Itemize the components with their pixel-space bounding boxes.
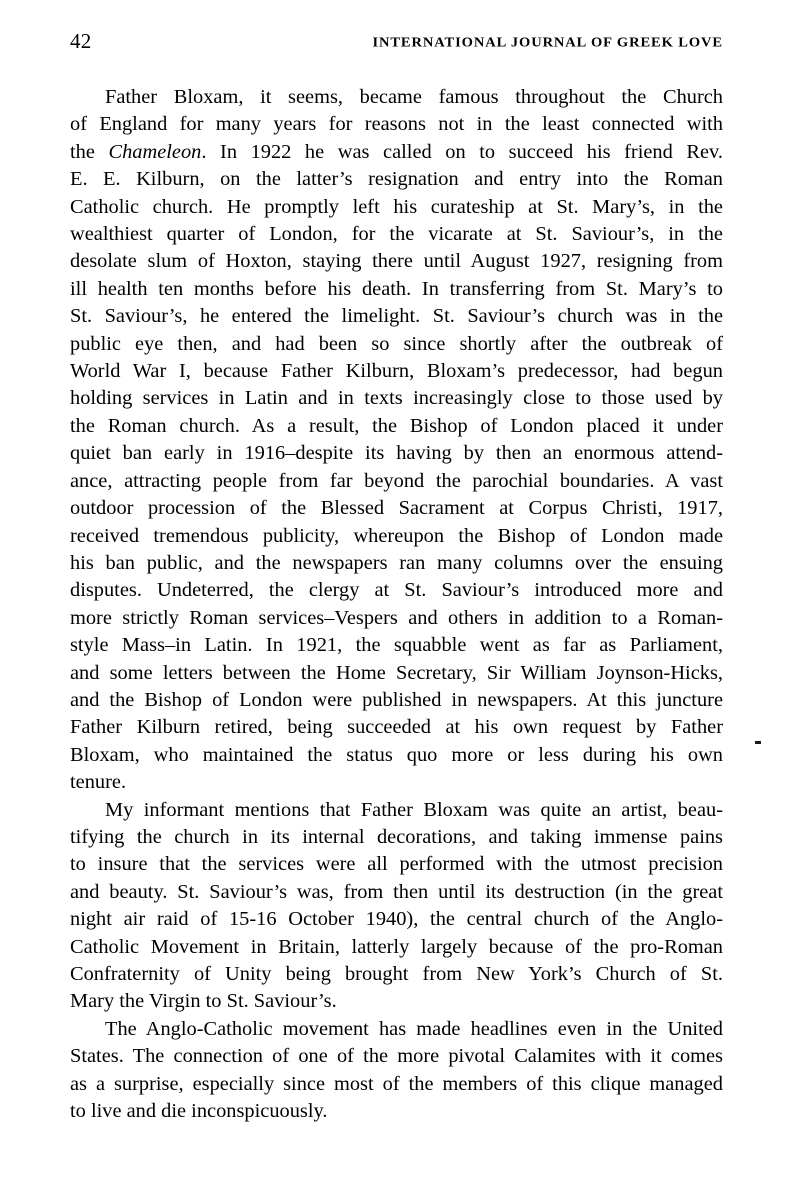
text-line: Father Kilburn retired, being succeeded at his own request by Father: [70, 716, 723, 739]
text-line: to live and die inconspicuously.: [70, 1100, 328, 1122]
text-line: ill health ten months before his death. In transferring from St. Mary’s to: [70, 278, 723, 300]
paragraph-2: [70, 797, 723, 1016]
text-line: Bloxam, who maintained the status quo more or less during his own: [70, 744, 723, 766]
text-line: desolate slum of Hoxton, staying there until August 1927, resigning from: [70, 250, 723, 273]
text-line: Catholic church. He promptly left his curateship at St. Mary’s, in the: [70, 195, 723, 218]
page-number: 42: [70, 29, 92, 53]
text-line: outdoor procession of the Blessed Sacrament at Corpus Christi, 1917,: [70, 497, 723, 519]
text-line: quiet ban early in 1916–despite its having by then an enormous attend-: [70, 442, 723, 464]
text-line: Confraternity of Unity being brought from New York’s Church of St.: [70, 963, 723, 985]
text-line: more strictly Roman services–Vespers and others in addition to a Roman-: [70, 607, 723, 629]
journal-title: INTERNATIONAL JOURNAL OF GREEK LOVE: [372, 35, 723, 51]
text-line: and beauty. St. Saviour’s was, from then until its destruction (in the great: [70, 881, 723, 903]
text-line: and the Bishop of London were published in newspapers. At this juncture: [70, 689, 723, 711]
text-line: public eye then, and had been so since shortly after the outbreak of: [70, 333, 723, 355]
text-line: and some letters between the Home Secretary, Sir William Joynson-Hicks,: [70, 661, 723, 684]
text-line: Catholic Movement in Britain, latterly largely because of the pro-Roman: [70, 935, 723, 958]
text-line: style Mass–in Latin. In 1921, the squabble went as far as Parliament,: [70, 634, 723, 656]
scan-speck-icon: [755, 741, 761, 744]
text-line: E. E. Kilburn, on the latter’s resignation and entry into the Roman: [70, 168, 723, 190]
text-line: Mary the Virgin to St. Saviour’s.: [70, 990, 337, 1013]
text-line: the Chameleon. In 1922 he was called on to succeed his friend Rev.: [70, 141, 723, 163]
text-line: night air raid of 15-16 October 1940), the central church of the Anglo-: [70, 908, 723, 930]
paragraph-3: [70, 1016, 723, 1126]
text-line: to insure that the services were all performed with the utmost precision: [70, 853, 723, 876]
text-line: tifying the church in its internal decorations, and taking immense pains: [70, 826, 723, 848]
text-line: received tremendous publicity, whereupon the Bishop of London made: [70, 524, 723, 547]
text-line: My informant mentions that Father Bloxam was quite an artist, beau-: [105, 798, 723, 821]
text-line: tenure.: [70, 771, 127, 793]
text-line: World War I, because Father Kilburn, Bloxam’s predecessor, had begun: [70, 360, 723, 382]
text-line: ance, attracting people from far beyond the parochial boundaries. A vast: [70, 470, 723, 492]
text-line: States. The connection of one of the more pivotal Calamites with it comes: [70, 1045, 723, 1067]
text-line: as a surprise, especially since most of the members of this clique managed: [70, 1072, 723, 1095]
paragraph-1: [70, 84, 723, 797]
text-line: holding services in Latin and in texts increasingly close to those used by: [70, 387, 723, 410]
body-text-block: [70, 84, 723, 1125]
italic-title: Chameleon: [108, 141, 202, 163]
text-line: the Roman church. As a result, the Bishop of London placed it under: [70, 415, 723, 437]
text-line: disputes. Undeterred, the clergy at St. Saviour’s introduced more and: [70, 579, 723, 602]
text-line: St. Saviour’s, he entered the limelight. St. Saviour’s church was in the: [70, 305, 723, 327]
text-line: Father Bloxam, it seems, became famous throughout the Church: [105, 86, 723, 108]
text-line: his ban public, and the newspapers ran many columns over the ensuing: [70, 552, 723, 574]
running-head: [70, 30, 723, 52]
text-line: The Anglo-Catholic movement has made headlines even in the United: [105, 1018, 723, 1040]
text-line: of England for many years for reasons not in the least connected with: [70, 113, 723, 136]
text-line: wealthiest quarter of London, for the vicarate at St. Saviour’s, in the: [70, 223, 723, 245]
